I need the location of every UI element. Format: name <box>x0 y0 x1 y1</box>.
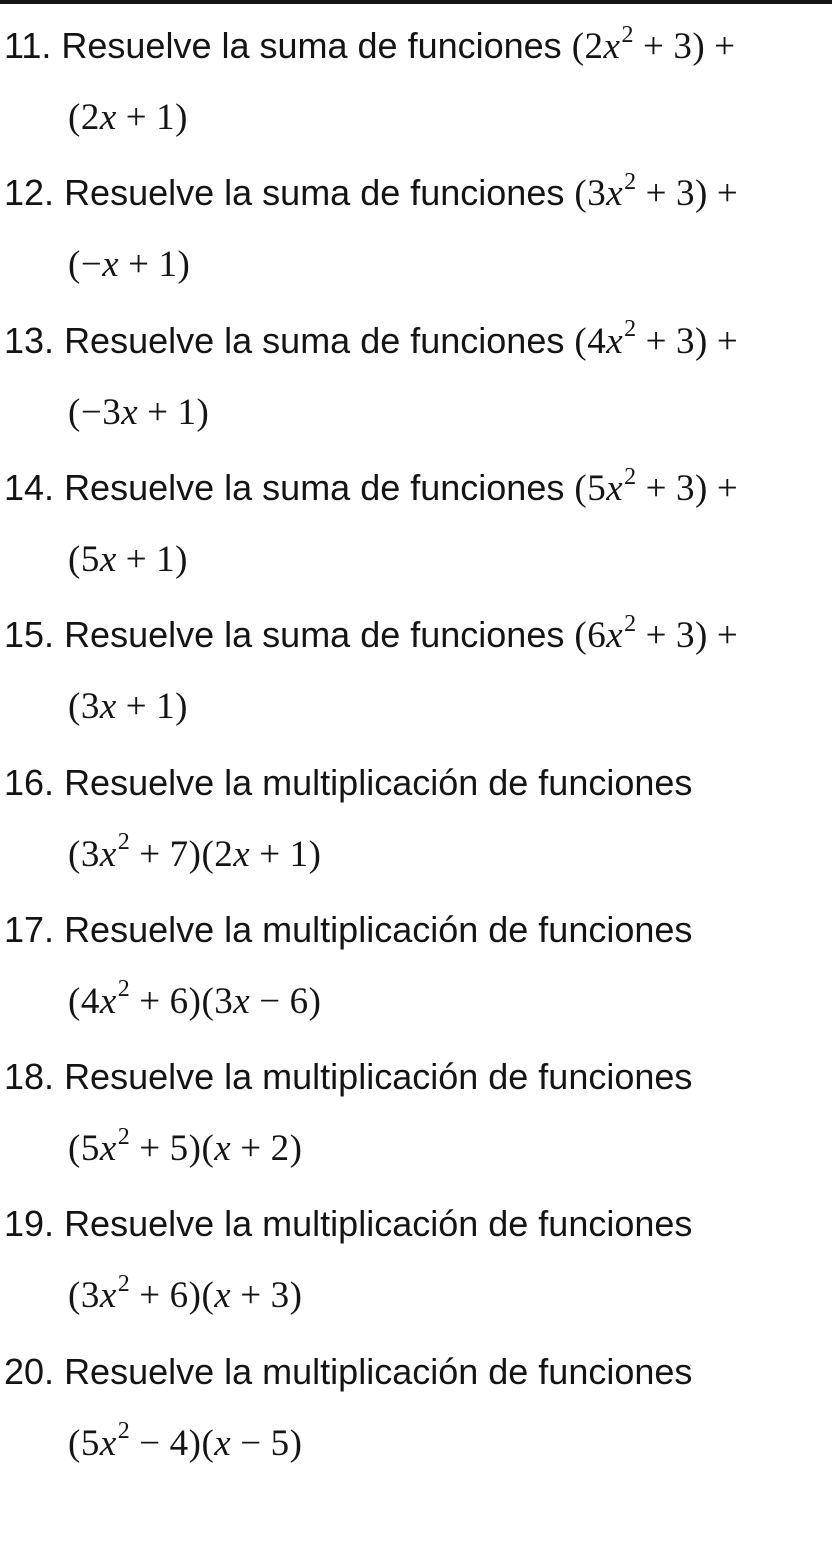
exercise-number: 18. <box>4 1056 55 1098</box>
exercise-item <box>0 737 832 884</box>
exercise-statement: Resuelve la multiplicación de funciones <box>64 908 693 950</box>
exercise-statement: Resuelve la suma de funciones <box>64 614 565 656</box>
exercise-statement: Resuelve la suma de funciones <box>64 466 565 508</box>
exercise-item <box>0 295 832 442</box>
exercise-expression-line <box>68 1416 302 1472</box>
exercise-expression-first-line: $(6x^2 + 3)$ + <box>574 610 739 657</box>
exercise-item <box>0 1326 832 1473</box>
exercise-statement: Resuelve la suma de funciones <box>61 25 562 66</box>
exercise-number: 14. <box>4 466 55 508</box>
exercise-statement: Resuelve la suma de funciones <box>64 172 565 214</box>
exercise-expression-line <box>68 974 321 1030</box>
exercise-expression-first-line: $(4x^2 + 3)$ + <box>574 316 739 362</box>
exercise-expression: (2x + 1) <box>68 97 188 138</box>
exercise-item <box>0 1178 832 1325</box>
exercise-statement: Resuelve la multiplicación de funciones <box>64 1350 693 1392</box>
exercise-statement: Resuelve la multiplicación de funciones <box>64 761 693 803</box>
exercise-number: 17. <box>4 908 55 950</box>
exercise-expression-line <box>68 1121 302 1177</box>
exercise-number: 13. <box>4 319 55 361</box>
exercise-statement-line <box>4 16 745 76</box>
exercise-statement-line <box>4 1194 692 1254</box>
exercise-expression-line <box>68 827 321 883</box>
exercise-statement: Resuelve la suma de funciones <box>64 319 565 361</box>
exercise-number: 15. <box>4 614 55 656</box>
exercise-statement: Resuelve la multiplicación de funciones <box>64 1203 693 1245</box>
exercise-item <box>0 884 832 1031</box>
exercise-statement-line <box>4 1047 692 1107</box>
exercise-statement-line <box>4 458 747 518</box>
exercise-statement-line <box>4 311 747 371</box>
exercise-statement-line <box>4 753 692 813</box>
exercise-expression: (−x + 1) <box>68 244 191 286</box>
exercise-expression: $(3x^2 + 6)(x + 3)$ <box>68 1271 303 1317</box>
exercise-expression-line <box>68 679 188 735</box>
exercise-item <box>0 442 832 589</box>
exercise-expression: $(4x^2 + 6)(3x - 6)$ <box>68 976 322 1022</box>
exercise-item <box>0 1031 832 1178</box>
exercise-expression-first-line: $(5x^2 + 3)$ + <box>574 463 739 509</box>
exercise-expression: (3x + 1) <box>68 686 188 728</box>
exercise-statement-line <box>4 605 747 665</box>
exercise-number: 11. <box>4 25 52 66</box>
exercise-expression: $(3x^2 + 7)(2x + 1)$ <box>68 829 322 875</box>
exercise-statement-line <box>4 900 692 960</box>
exercise-expression-first-line: $(3x^2 + 3)$ + <box>574 168 739 215</box>
exercise-number: 16. <box>4 761 55 803</box>
exercise-number: 12. <box>4 172 55 214</box>
exercise-expression-line <box>68 90 188 146</box>
exercise-expression-line <box>68 237 190 293</box>
exercise-number: 20. <box>4 1350 55 1392</box>
exercise-expression-line <box>68 1268 302 1324</box>
exercise-expression: $(5x^2 - 4)(x - 5)$ <box>68 1418 303 1464</box>
exercise-expression-line <box>68 532 188 588</box>
exercise-item <box>0 0 832 147</box>
exercise-item <box>0 589 832 736</box>
exercise-item <box>0 147 832 294</box>
exercise-statement-line <box>4 1342 692 1402</box>
exercise-expression-first-line: $(2x^2 + 3)$ + <box>571 21 736 67</box>
exercise-statement-line <box>4 163 747 223</box>
exercise-number: 19. <box>4 1203 55 1245</box>
exercise-statement: Resuelve la multiplicación de funciones <box>64 1056 693 1098</box>
exercise-expression: (5x + 1) <box>68 538 188 580</box>
exercise-expression: $(5x^2 + 5)(x + 2)$ <box>68 1123 303 1170</box>
exercise-expression: (−3x + 1) <box>68 391 210 433</box>
exercise-expression-line <box>68 385 209 441</box>
